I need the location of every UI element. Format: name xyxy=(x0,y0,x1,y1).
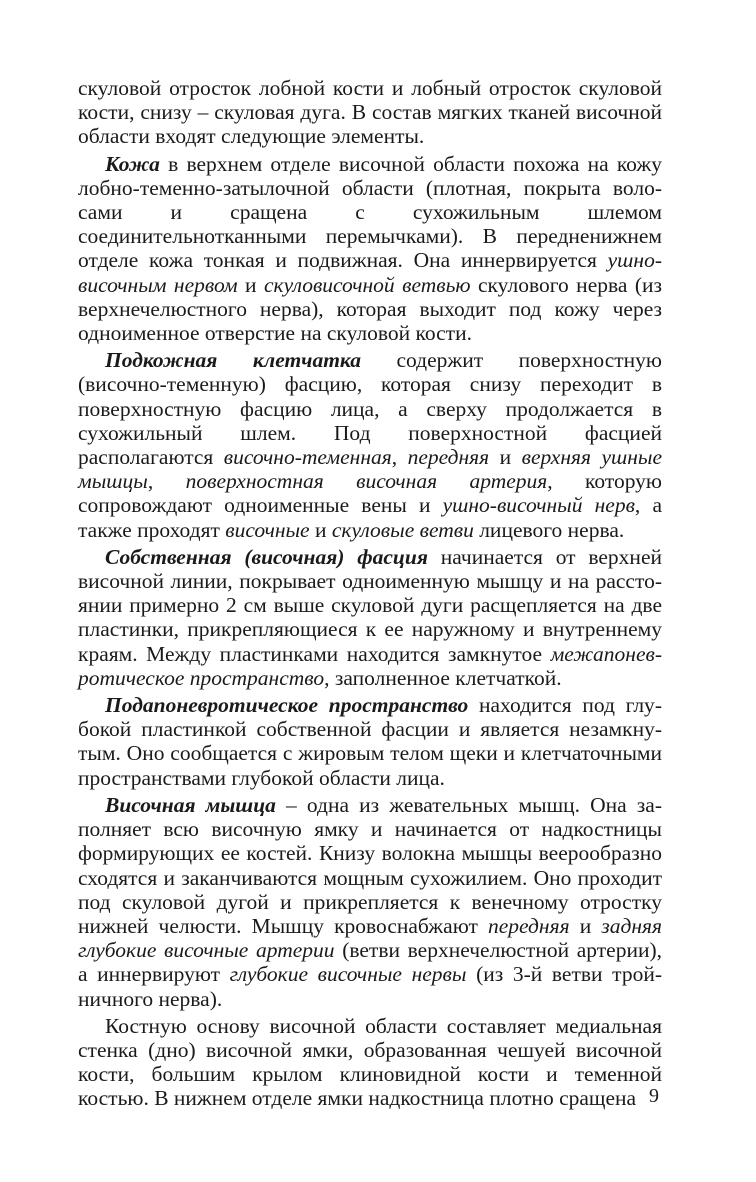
text-run: скуловой отросток лобной кости и лобный отросток скуловой кости, снизу – скуловая дуга. В состав мягких тканей височной области входят следующие элементы. xyxy=(78,76,662,149)
text-run: , xyxy=(147,469,186,494)
text-run: (из 3-й ветви тройничного нерва). xyxy=(78,962,662,1011)
italic-term: поверхностная височная артерия xyxy=(185,469,548,494)
text-run: (ветви верхнечелюстной артерии), а иннервируют xyxy=(78,938,662,987)
italic-term: задняя глубокие височные артерии xyxy=(78,913,662,963)
italic-term: глубокие височные нервы xyxy=(229,962,467,987)
term-bold-italic: Подкожная клетчатка xyxy=(105,348,362,373)
text-run: и xyxy=(309,517,332,542)
italic-term: височные xyxy=(225,517,310,542)
text-run: , которую сопровождают одноименные вены и xyxy=(78,469,662,518)
paragraph xyxy=(78,76,662,149)
text-run: – одна из жевательных мышц. Она заполняет всю височную ямку и начинается от надкостницы формирующих ее костей. Книзу волокна мышцы веерообразно сходятся и заканчиваются мощным сухожилием. Оно проходит под скуловой дугой и прикрепляется к венечному отростку нижней челюсти. Мышцу кровоснабжают xyxy=(78,792,663,938)
text-run: содержит поверхностную (височно-теменную) фасцию, которая снизу переходит в поверхностную фасцию лица, а сверху продолжается в сухожильный шлем. Под поверхностной фасцией располагаются xyxy=(78,348,662,470)
paragraph xyxy=(78,152,662,346)
term-bold-italic: Подапоневротическое пространство xyxy=(105,693,469,718)
term-bold-italic: Височная мышца xyxy=(105,792,276,817)
paragraph xyxy=(78,545,662,690)
text-run: и xyxy=(237,272,265,297)
text-run: и xyxy=(489,445,522,470)
paragraph xyxy=(78,1014,662,1111)
term-bold-italic: Кожа xyxy=(105,151,160,176)
italic-term: височно-теменная xyxy=(223,445,392,470)
text-run: в верхнем отделе височной области похожа на кожу лобно-теменно-затылочной области (плотная, покрыта волосами и сращена с сухожильным шлемом соединительнотканными перемычками). В передненижнем отделе кожа тонкая и подвижная. Она иннервируется xyxy=(78,151,662,273)
page-number: 9 xyxy=(649,1085,659,1107)
term-bold-italic: Собственная (височная) фасция xyxy=(105,544,428,569)
text-run: , заполненное клетчаткой. xyxy=(324,665,562,690)
italic-term: межапоневротическое пространство xyxy=(78,641,662,690)
text-run: находится под глубокой пластинкой собственной фасции и является незамкнутым. Оно сообщается с жировым телом щеки и клетчаточными пространствами глубокой области лица. xyxy=(78,693,662,790)
text-run: , а также проходят xyxy=(78,493,662,542)
text-run: начинается от верхней височной линии, покрывает одноименную мышцу и на расстоянии примерно 2 см выше скуловой дуги расщепляется на две пластинки, прикрепляющиеся к ее наружному и внутреннему краям. Между пластинками находится замкнутое xyxy=(78,544,662,666)
text-run: , xyxy=(391,445,408,470)
italic-term: верхняя ушные мышцы xyxy=(78,445,662,494)
text-run: и xyxy=(569,913,602,938)
italic-term: ушно-височный нерв xyxy=(442,493,635,518)
italic-term: скуловисочной ветвью xyxy=(264,272,471,297)
italic-term: скуловые ветви xyxy=(331,517,474,542)
text-run: лицевого нерва. xyxy=(473,517,625,542)
italic-term: передняя xyxy=(488,913,570,938)
text-run: Костную основу височной области составляет медиальная стенка (дно) височной ямки, образованная чешуей височной кости, большим крылом клиновидной кости и теменной костью. В нижнем отделе ямки надкостница плотно сращена xyxy=(78,1013,662,1111)
italic-term: передняя xyxy=(407,445,490,470)
body-text xyxy=(78,76,662,1111)
italic-term: ушно-височным нервом xyxy=(78,248,662,297)
paragraph xyxy=(78,348,662,542)
text-run: скулового нерва (из верхнечелюстного нерва), которая выходит под кожу через одноименное отверстие на скуловой кости. xyxy=(78,272,663,346)
paragraph xyxy=(78,693,662,790)
paragraph xyxy=(78,793,662,1011)
